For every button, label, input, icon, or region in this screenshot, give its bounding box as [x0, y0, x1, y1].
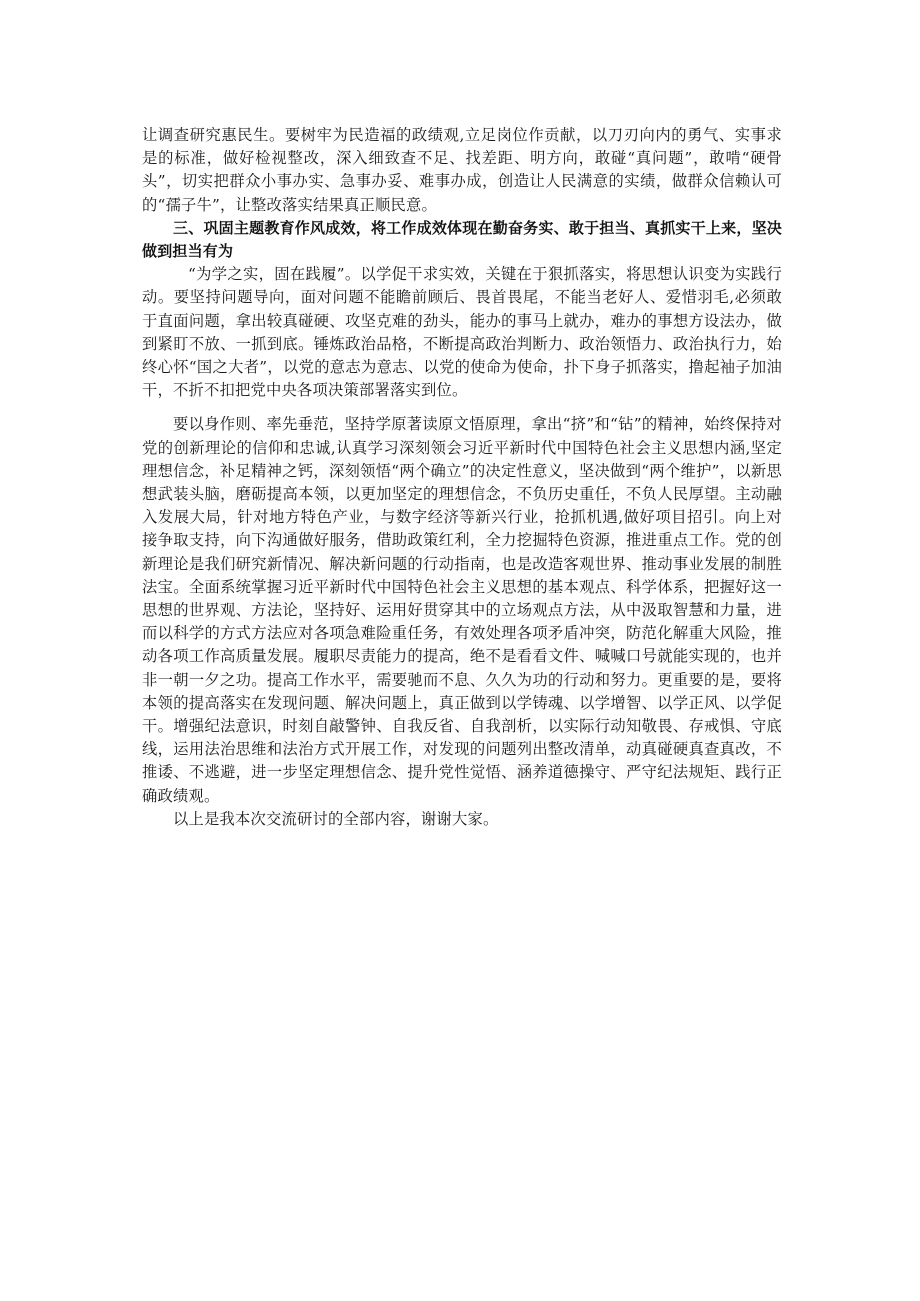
paragraph-continued: 让调查研究惠民生。要树牢为民造福的政绩观,立足岗位作贡献，以刀刃向内的勇气、实事求是的标准，做好检视整改，深入细致查不足、找差距、明方向，敢碰“真问题”，敢啃“硬骨头”，切实把群众小事办实、急事办妥、难事办成，创造让人民满意的实绩，做群众信赖认可的“孺子牛”，让整改落实结果真正顺民意。 [142, 126, 782, 214]
document-body [142, 124, 782, 831]
paragraph-practice: “为学之实，固在践履”。以学促干求实效，关键在于狠抓落实，将思想认识变为实践行动。要坚持问题导向，面对问题不能瞻前顾后、畏首畏尾，不能当老好人、爱惜羽毛,必须敢于直面问题，拿出较真碰硬、攻坚克难的劲头，能办的事马上就办，难办的事想方设法办，做到紧盯不放、一抓到底。锤炼政治品格，不断提高政治判断力、政治领悟力、政治执行力，始终心怀“国之大者”，以党的意志为意志、以党的使命为使命，扑下身子抓落实，撸起袖子加油干，不折不扣把党中央各项决策部署落实到位。 [142, 265, 782, 400]
section-heading: 三、巩固主题教育作风成效，将工作成效体现在勤奋务实、敢于担当、真抓实干上来，坚决做到担当有为 [142, 218, 782, 261]
paragraph-example: 要以身作则、率先垂范，坚持学原著读原文悟原理，拿出“挤”和“钻”的精神，始终保持对党的创新理论的信仰和忠诚,认真学习深刻领会习近平新时代中国特色社会主义思想内涵,坚定理想信念，补足精神之钙，深刻领悟“两个确立”的决定性意义，坚决做到“两个维护”，以新思想武装头脑，磨砺提高本领，以更加坚定的理想信念，不负历史重任，不负人民厚望。主动融入发展大局，针对地方特色产业，与数字经济等新兴行业，抢抓机遇,做好项目招引。向上对接争取支持，向下沟通做好服务，借助政策红利，全力挖掘特色资源，推进重点工作。党的创新理论是我们研究新情况、解决新问题的行动指南，也是改造客观世界、推动事业发展的制胜法宝。全面系统掌握习近平新时代中国特色社会主义思想的基本观点、科学体系，把握好这一思想的世界观、方法论，坚持好、运用好贯穿其中的立场观点方法，从中汲取智慧和力量，进而以科学的方式方法应对各项急难险重任务，有效处理各项矛盾冲突，防范化解重大风险，推动各项工作高质量发展。履职尽责能力的提高，绝不是看看文件、喊喊口号就能实现的，也并非一朝一夕之功。提高工作水平，需要驰而不息、久久为功的行动和努力。更重要的是，要将本领的提高落实在发现问题、解决问题上，真正做到以学铸魂、以学增智、以学正风、以学促干。增强纪法意识，时刻自敲警钟、自我反省、自我剖析，以实际行动知敬畏、存戒惧、守底线，运用法治思维和法治方式开展工作，对发现的问题列出整改清单，动真碰硬真查真改，不推诿、不逃避，进一步坚定理想信念、提升党性觉悟、涵养道德操守、严守纪法规矩、践行正确政绩观。 [142, 415, 782, 805]
closing-remark: 以上是我本次交流研讨的全部内容，谢谢大家。 [173, 809, 499, 828]
